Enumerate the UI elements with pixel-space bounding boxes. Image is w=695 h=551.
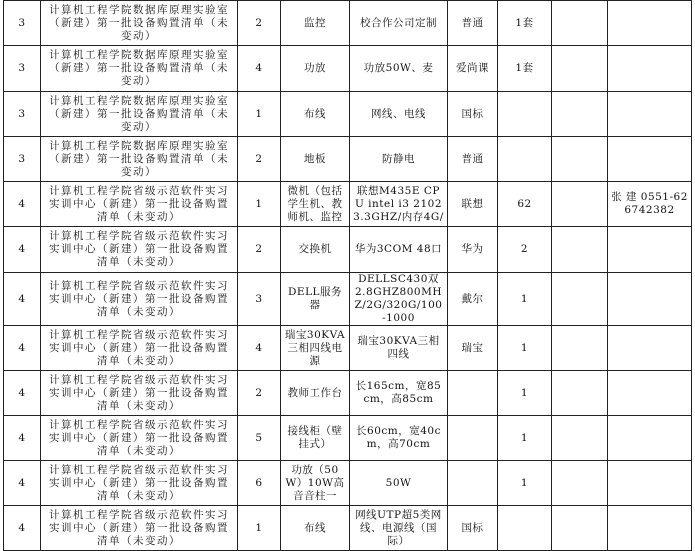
table-row [4, 137, 692, 182]
table-row [4, 227, 692, 273]
contact-cell: 张 建 0551-626742382 [608, 182, 692, 227]
spec-cell: DELLSC430双2.8GHZ800MHZ/2G/320G/100-1000 [350, 273, 448, 326]
row-number-cell: 4 [4, 326, 41, 371]
table-row [4, 371, 692, 416]
table-row [4, 506, 692, 551]
contact-cell [608, 273, 692, 326]
row-number-cell: 4 [4, 506, 41, 551]
contact-cell [608, 416, 692, 461]
spec-cell: 长60cm，宽40cm，高70cm [350, 416, 448, 461]
spec-cell: 校合作公司定制 [350, 1, 448, 46]
item-number-cell: 2 [238, 1, 281, 46]
spec-cell: 防静电 [350, 137, 448, 182]
item-name-cell: DELL服务器 [281, 273, 350, 326]
equipment-purchase-table [3, 0, 692, 551]
empty-cell [552, 461, 608, 506]
row-number-cell: 4 [4, 227, 41, 273]
row-number-cell: 4 [4, 461, 41, 506]
project-name-cell: 计算机工程学院省级示范软件实习实训中心（新建）第一批设备购置清单（未变动） [41, 227, 238, 273]
project-name-cell: 计算机工程学院数据库原理实验室（新建）第一批设备购置清单（未变动） [41, 1, 238, 46]
table-row [4, 46, 692, 92]
brand-cell: 戴尔 [448, 273, 498, 326]
item-name-cell: 功放 [281, 46, 350, 92]
empty-cell [552, 506, 608, 551]
project-name-cell: 计算机工程学院省级示范软件实习实训中心（新建）第一批设备购置清单（未变动） [41, 273, 238, 326]
contact-cell [608, 506, 692, 551]
item-number-cell: 1 [238, 182, 281, 227]
empty-cell [552, 326, 608, 371]
contact-cell [608, 137, 692, 182]
row-number-cell: 3 [4, 1, 41, 46]
contact-cell [608, 461, 692, 506]
table-row [4, 416, 692, 461]
quantity-cell: 1 [498, 416, 552, 461]
item-number-cell: 6 [238, 461, 281, 506]
project-name-cell: 计算机工程学院数据库原理实验室（新建）第一批设备购置清单（未变动） [41, 92, 238, 137]
quantity-cell: 1套 [498, 1, 552, 46]
item-name-cell: 布线 [281, 506, 350, 551]
project-name-cell: 计算机工程学院数据库原理实验室（新建）第一批设备购置清单（未变动） [41, 137, 238, 182]
table-row [4, 92, 692, 137]
spec-cell: 网线、电线 [350, 92, 448, 137]
row-number-cell: 4 [4, 273, 41, 326]
table-row [4, 326, 692, 371]
brand-cell [448, 371, 498, 416]
row-number-cell: 3 [4, 92, 41, 137]
quantity-cell [498, 506, 552, 551]
brand-cell: 国标 [448, 506, 498, 551]
empty-cell [552, 371, 608, 416]
contact-cell [608, 326, 692, 371]
row-number-cell: 4 [4, 371, 41, 416]
brand-cell: 华为 [448, 227, 498, 273]
project-name-cell: 计算机工程学院省级示范软件实习实训中心（新建）第一批设备购置清单（未变动） [41, 506, 238, 551]
contact-cell [608, 371, 692, 416]
brand-cell: 联想 [448, 182, 498, 227]
project-name-cell: 计算机工程学院数据库原理实验室（新建）第一批设备购置清单（未变动） [41, 46, 238, 92]
item-name-cell: 功放（50W）10W高音音柱一 [281, 461, 350, 506]
item-number-cell: 1 [238, 506, 281, 551]
contact-cell [608, 92, 692, 137]
quantity-cell: 1套 [498, 46, 552, 92]
spec-cell: 瑞宝30KVA三相四线 [350, 326, 448, 371]
brand-cell: 瑞宝 [448, 326, 498, 371]
row-number-cell: 4 [4, 416, 41, 461]
empty-cell [552, 137, 608, 182]
quantity-cell: 1 [498, 461, 552, 506]
empty-cell [552, 416, 608, 461]
spec-cell: 功放50W、麦 [350, 46, 448, 92]
project-name-cell: 计算机工程学院省级示范软件实习实训中心（新建）第一批设备购置清单（未变动） [41, 461, 238, 506]
table-row [4, 461, 692, 506]
quantity-cell: 1 [498, 326, 552, 371]
item-name-cell: 地板 [281, 137, 350, 182]
brand-cell: 爱尚课 [448, 46, 498, 92]
brand-cell [448, 416, 498, 461]
spec-cell: 长165cm，宽85cm，高85cm [350, 371, 448, 416]
contact-cell [608, 1, 692, 46]
quantity-cell: 62 [498, 182, 552, 227]
item-name-cell: 微机（包括学生机、教师机、监控 [281, 182, 350, 227]
brand-cell: 普通 [448, 1, 498, 46]
item-number-cell: 4 [238, 46, 281, 92]
quantity-cell: 1 [498, 273, 552, 326]
item-name-cell: 监控 [281, 1, 350, 46]
item-number-cell: 1 [238, 92, 281, 137]
quantity-cell: 1 [498, 371, 552, 416]
item-name-cell: 交换机 [281, 227, 350, 273]
table-body [4, 1, 692, 551]
brand-cell: 国标 [448, 92, 498, 137]
empty-cell [552, 1, 608, 46]
quantity-cell: 2 [498, 227, 552, 273]
item-number-cell: 2 [238, 227, 281, 273]
row-number-cell: 3 [4, 137, 41, 182]
contact-cell [608, 227, 692, 273]
item-name-cell: 瑞宝30KVA三相四线电源 [281, 326, 350, 371]
contact-cell [608, 46, 692, 92]
project-name-cell: 计算机工程学院省级示范软件实习实训中心（新建）第一批设备购置清单（未变动） [41, 182, 238, 227]
item-number-cell: 4 [238, 326, 281, 371]
empty-cell [552, 92, 608, 137]
row-number-cell: 4 [4, 182, 41, 227]
spec-cell: 华为3COM 48口 [350, 227, 448, 273]
quantity-cell [498, 137, 552, 182]
spec-cell: 网线UTP超5类网线、电源线（国际） [350, 506, 448, 551]
table-row [4, 273, 692, 326]
row-number-cell: 3 [4, 46, 41, 92]
spec-cell: 联想M435E CPU intel i3 2102 3.3GHZ/内存4G/ [350, 182, 448, 227]
quantity-cell [498, 92, 552, 137]
empty-cell [552, 46, 608, 92]
table-row [4, 1, 692, 46]
table-row [4, 182, 692, 227]
empty-cell [552, 273, 608, 326]
project-name-cell: 计算机工程学院省级示范软件实习实训中心（新建）第一批设备购置清单（未变动） [41, 371, 238, 416]
item-number-cell: 5 [238, 416, 281, 461]
project-name-cell: 计算机工程学院省级示范软件实习实训中心（新建）第一批设备购置清单（未变动） [41, 326, 238, 371]
project-name-cell: 计算机工程学院省级示范软件实习实训中心（新建）第一批设备购置清单（未变动） [41, 416, 238, 461]
empty-cell [552, 182, 608, 227]
item-number-cell: 2 [238, 371, 281, 416]
empty-cell [552, 227, 608, 273]
item-number-cell: 3 [238, 273, 281, 326]
spec-cell: 50W [350, 461, 448, 506]
brand-cell [448, 461, 498, 506]
item-name-cell: 接线柜（壁挂式） [281, 416, 350, 461]
item-number-cell: 2 [238, 137, 281, 182]
brand-cell: 普通 [448, 137, 498, 182]
item-name-cell: 布线 [281, 92, 350, 137]
item-name-cell: 教师工作台 [281, 371, 350, 416]
